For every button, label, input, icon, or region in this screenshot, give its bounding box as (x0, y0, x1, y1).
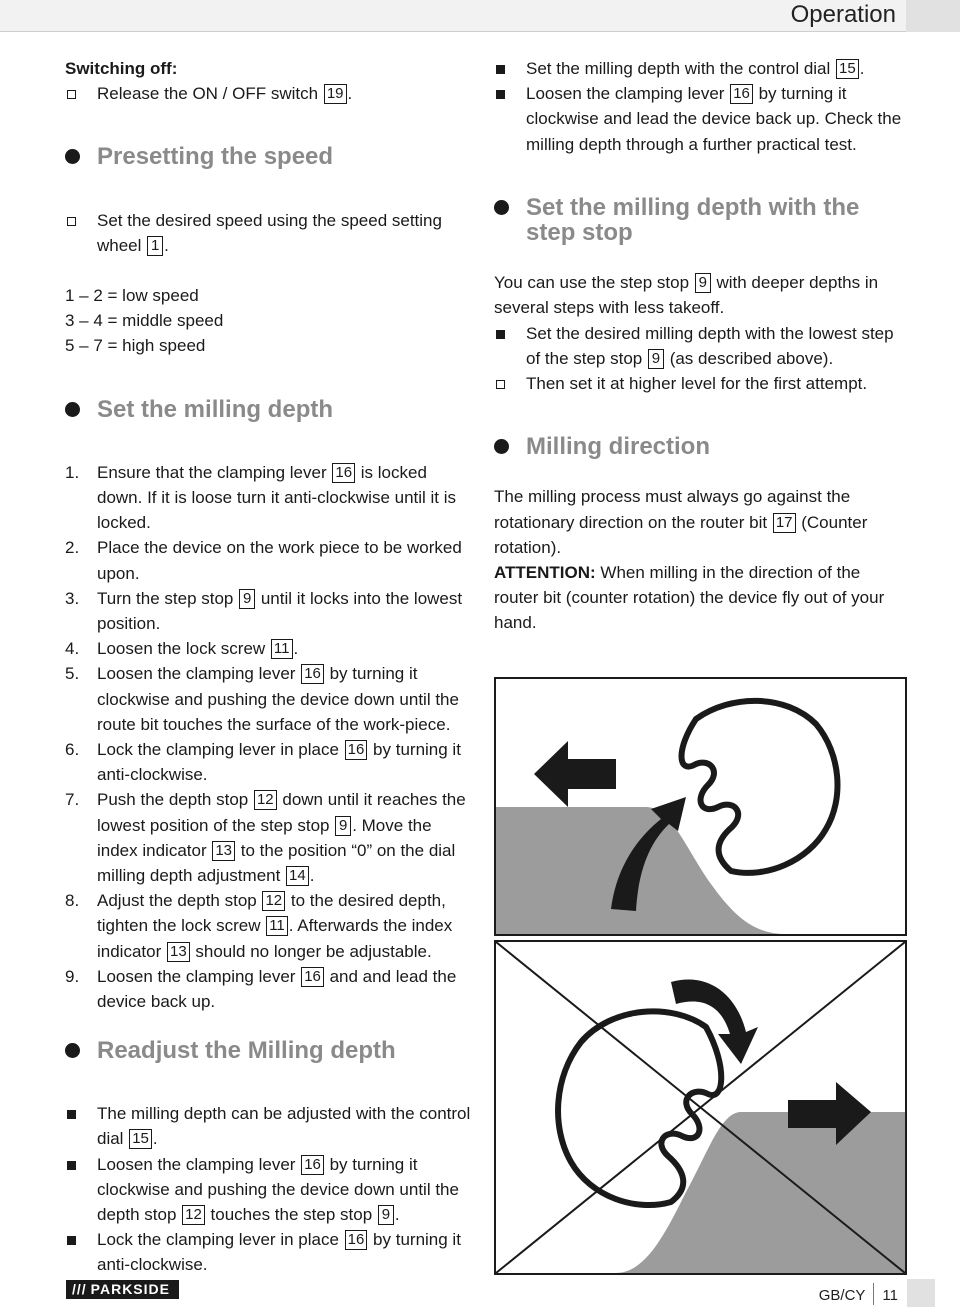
ref-box: 16 (730, 84, 753, 104)
step-item (65, 661, 475, 737)
text-span: Ensure that the clamping lever (97, 462, 332, 482)
speed-line: 5 – 7 = high speed (65, 336, 206, 356)
text-span: Place the device on the work piece to be worked upon. (97, 538, 462, 583)
ref-box: 12 (182, 1205, 205, 1225)
ref-box: 16 (332, 463, 355, 483)
left-column (65, 56, 475, 1014)
illustration-wrong (496, 942, 905, 1273)
step-item (65, 460, 475, 536)
ref-box: 17 (773, 513, 796, 533)
ref-box: 16 (301, 1155, 324, 1175)
ref-box: 15 (836, 59, 859, 79)
attention-label: ATTENTION: (494, 563, 596, 583)
step-stop-intro (494, 270, 904, 320)
parkside-logo: /// PARKSIDE (66, 1280, 179, 1299)
step-item (65, 888, 475, 964)
ref-box: 12 (254, 790, 277, 810)
text-span: Adjust the depth stop (97, 891, 262, 911)
switching-off-title: Switching off: (65, 59, 178, 78)
speed-line: 3 – 4 = middle speed (65, 311, 224, 331)
header-tab (906, 0, 960, 32)
text-span: until it locks into the lowest position. (97, 588, 463, 634)
hollow-bullet-icon (67, 90, 76, 99)
text-span: Loosen the clamping lever (97, 1154, 301, 1174)
illustration-correct (496, 679, 905, 934)
ref-box: 1 (147, 236, 163, 256)
ref-box: 13 (167, 942, 190, 962)
text-span: touches the step stop (205, 1205, 377, 1225)
filled-bullet-icon (67, 1110, 76, 1119)
step-stop-item: Then set it at higher level for the first attempt. (494, 371, 904, 396)
text-span: . (309, 866, 315, 886)
region-label: GB/CY (818, 1287, 866, 1304)
filled-bullet-icon (67, 1161, 76, 1170)
step-item (65, 737, 475, 787)
text-span: (Counter rotation). (494, 512, 868, 557)
right-top-items (494, 56, 904, 157)
step-number: 1. (65, 462, 80, 482)
hollow-bullet-icon (67, 217, 76, 226)
ref-box: 9 (648, 349, 664, 369)
heading-set-milling-depth: Set the milling depth (65, 397, 475, 422)
step-number: 3. (65, 588, 80, 608)
ref-box: 16 (345, 740, 368, 760)
text-span: . (394, 1205, 400, 1225)
switching-off-item: Release the ON / OFF switch 19 . (65, 81, 475, 106)
arrow-left-icon (534, 741, 616, 807)
heading-presetting-speed: Presetting the speed (65, 144, 475, 169)
text-span: by turning it anti-clockwise. (97, 740, 461, 785)
ref-box: 11 (266, 916, 288, 936)
text-span: The milling depth can be adjusted with the control dial (97, 1104, 471, 1149)
figure-correct-direction (494, 677, 907, 936)
text-span: and and lead the device back up. (97, 966, 457, 1012)
text-span: Turn the step stop (97, 588, 239, 608)
text-span: down until it reaches the lowest position of the step stop (97, 790, 466, 835)
readjust-item (65, 1152, 475, 1228)
step-item (65, 586, 475, 636)
text-span: Push the depth stop (97, 790, 253, 810)
text-span: Set the milling depth with the control dial (526, 59, 836, 78)
milling-depth-item (494, 81, 904, 157)
figure-wrong-direction (494, 940, 907, 1275)
step-number: 4. (65, 639, 80, 659)
section-title: Operation (790, 1, 896, 28)
heading-bullet-icon (494, 200, 509, 215)
milling-depth-steps (65, 460, 475, 1014)
speed-line: 1 – 2 = low speed (65, 286, 199, 306)
readjust-item (65, 1101, 475, 1151)
page-header (0, 0, 960, 32)
ref-box: 9 (239, 589, 255, 609)
text-span: The milling process must always go against the rotationary direction on the router bit (494, 487, 851, 532)
step-number: 5. (65, 664, 80, 684)
text-span: Loosen the clamping lever (526, 84, 730, 104)
heading-bullet-icon (65, 402, 80, 417)
text-span: Loosen the clamping lever (97, 664, 301, 684)
footer-tab (907, 1279, 935, 1307)
milling-depth-item (494, 56, 904, 81)
step-number: 9. (65, 966, 80, 986)
right-column (494, 56, 904, 636)
text-span: to the position “0” on the dial milling depth adjustment (97, 840, 456, 886)
text-span: . (152, 1129, 158, 1149)
text-span: Set the desired milling depth with the lowest step of the step stop (526, 323, 894, 368)
text-span: Loosen the lock screw (97, 639, 270, 659)
step-item (65, 787, 475, 888)
heading-bullet-icon (65, 1043, 80, 1058)
filled-bullet-icon (67, 1236, 76, 1245)
step-item (65, 636, 475, 661)
step-item (65, 964, 475, 1014)
step-number: 6. (65, 740, 80, 760)
ref-box: 15 (129, 1129, 152, 1149)
text-span: Loosen the clamping lever (97, 966, 301, 986)
step-number: 8. (65, 891, 80, 911)
step-number: 7. (65, 790, 80, 810)
heading-readjust-milling-depth: Readjust the Milling depth (65, 1038, 475, 1063)
ref-box: 11 (271, 639, 293, 659)
filled-bullet-icon (496, 90, 505, 99)
heading-bullet-icon (494, 439, 509, 454)
ref-box: 16 (345, 1230, 368, 1250)
page-number: 11 (882, 1287, 898, 1304)
ref-box: 9 (378, 1205, 394, 1225)
filled-bullet-icon (496, 65, 505, 74)
ref-box: 14 (286, 866, 309, 886)
text-span: by turning it clockwise and lead the device back up. Check the milling depth through a further practical test. (526, 84, 902, 154)
ref-box: 12 (262, 891, 285, 911)
readjust-section (65, 1038, 475, 1278)
text-span: (as described above). (664, 348, 834, 368)
attention-paragraph: ATTENTION: When milling in the direction of the router bit (counter rotation) the device fly out of your hand. (494, 563, 885, 633)
ref-box: 13 (212, 841, 235, 861)
readjust-items (65, 1101, 475, 1277)
text-span: is locked down. If it is loose turn it anti-clockwise until it is locked. (97, 462, 457, 533)
text-span: Lock the clamping lever in place (97, 1230, 344, 1250)
direction-paragraph (494, 484, 904, 560)
page-footer (819, 1283, 898, 1305)
filled-bullet-icon (496, 330, 505, 339)
heading-bullet-icon (65, 149, 80, 164)
text-span: Lock the clamping lever in place (97, 740, 344, 760)
ref-box: 19 (324, 84, 347, 104)
heading-step-stop: Set the milling depth with the step stop (494, 195, 904, 245)
router-bit-icon (682, 701, 838, 873)
readjust-item (65, 1227, 475, 1277)
text-span: should no longer be adjustable. (190, 941, 432, 961)
text-span: by turning it clockwise and pushing the device down until the depth stop (97, 1154, 459, 1225)
step-stop-item (494, 321, 904, 371)
text-span: to the desired depth, tighten the lock screw (97, 891, 446, 936)
text-span: . Move the index indicator (97, 815, 432, 860)
text-span: . (293, 639, 299, 659)
ref-box: 16 (301, 967, 324, 987)
hollow-bullet-icon (496, 380, 505, 389)
heading-milling-direction: Milling direction (494, 434, 904, 459)
text-span: by turning it anti-clockwise. (97, 1230, 461, 1275)
step-number: 2. (65, 538, 80, 558)
text-span: You can use the step stop (494, 273, 694, 293)
presetting-item: Set the desired speed using the speed setting wheel 1 . (65, 208, 475, 258)
text-span: by turning it clockwise and pushing the device down until the route bit touches the surface of the work-piece. (97, 664, 459, 734)
ref-box: 9 (335, 816, 351, 836)
text-span: with deeper depths in several steps with less takeoff. (494, 273, 879, 318)
step-item (65, 535, 475, 585)
text-span: . (859, 59, 865, 78)
ref-box: 9 (695, 273, 711, 293)
ref-box: 16 (301, 664, 324, 684)
text-span: . Afterwards the index indicator (97, 916, 453, 961)
